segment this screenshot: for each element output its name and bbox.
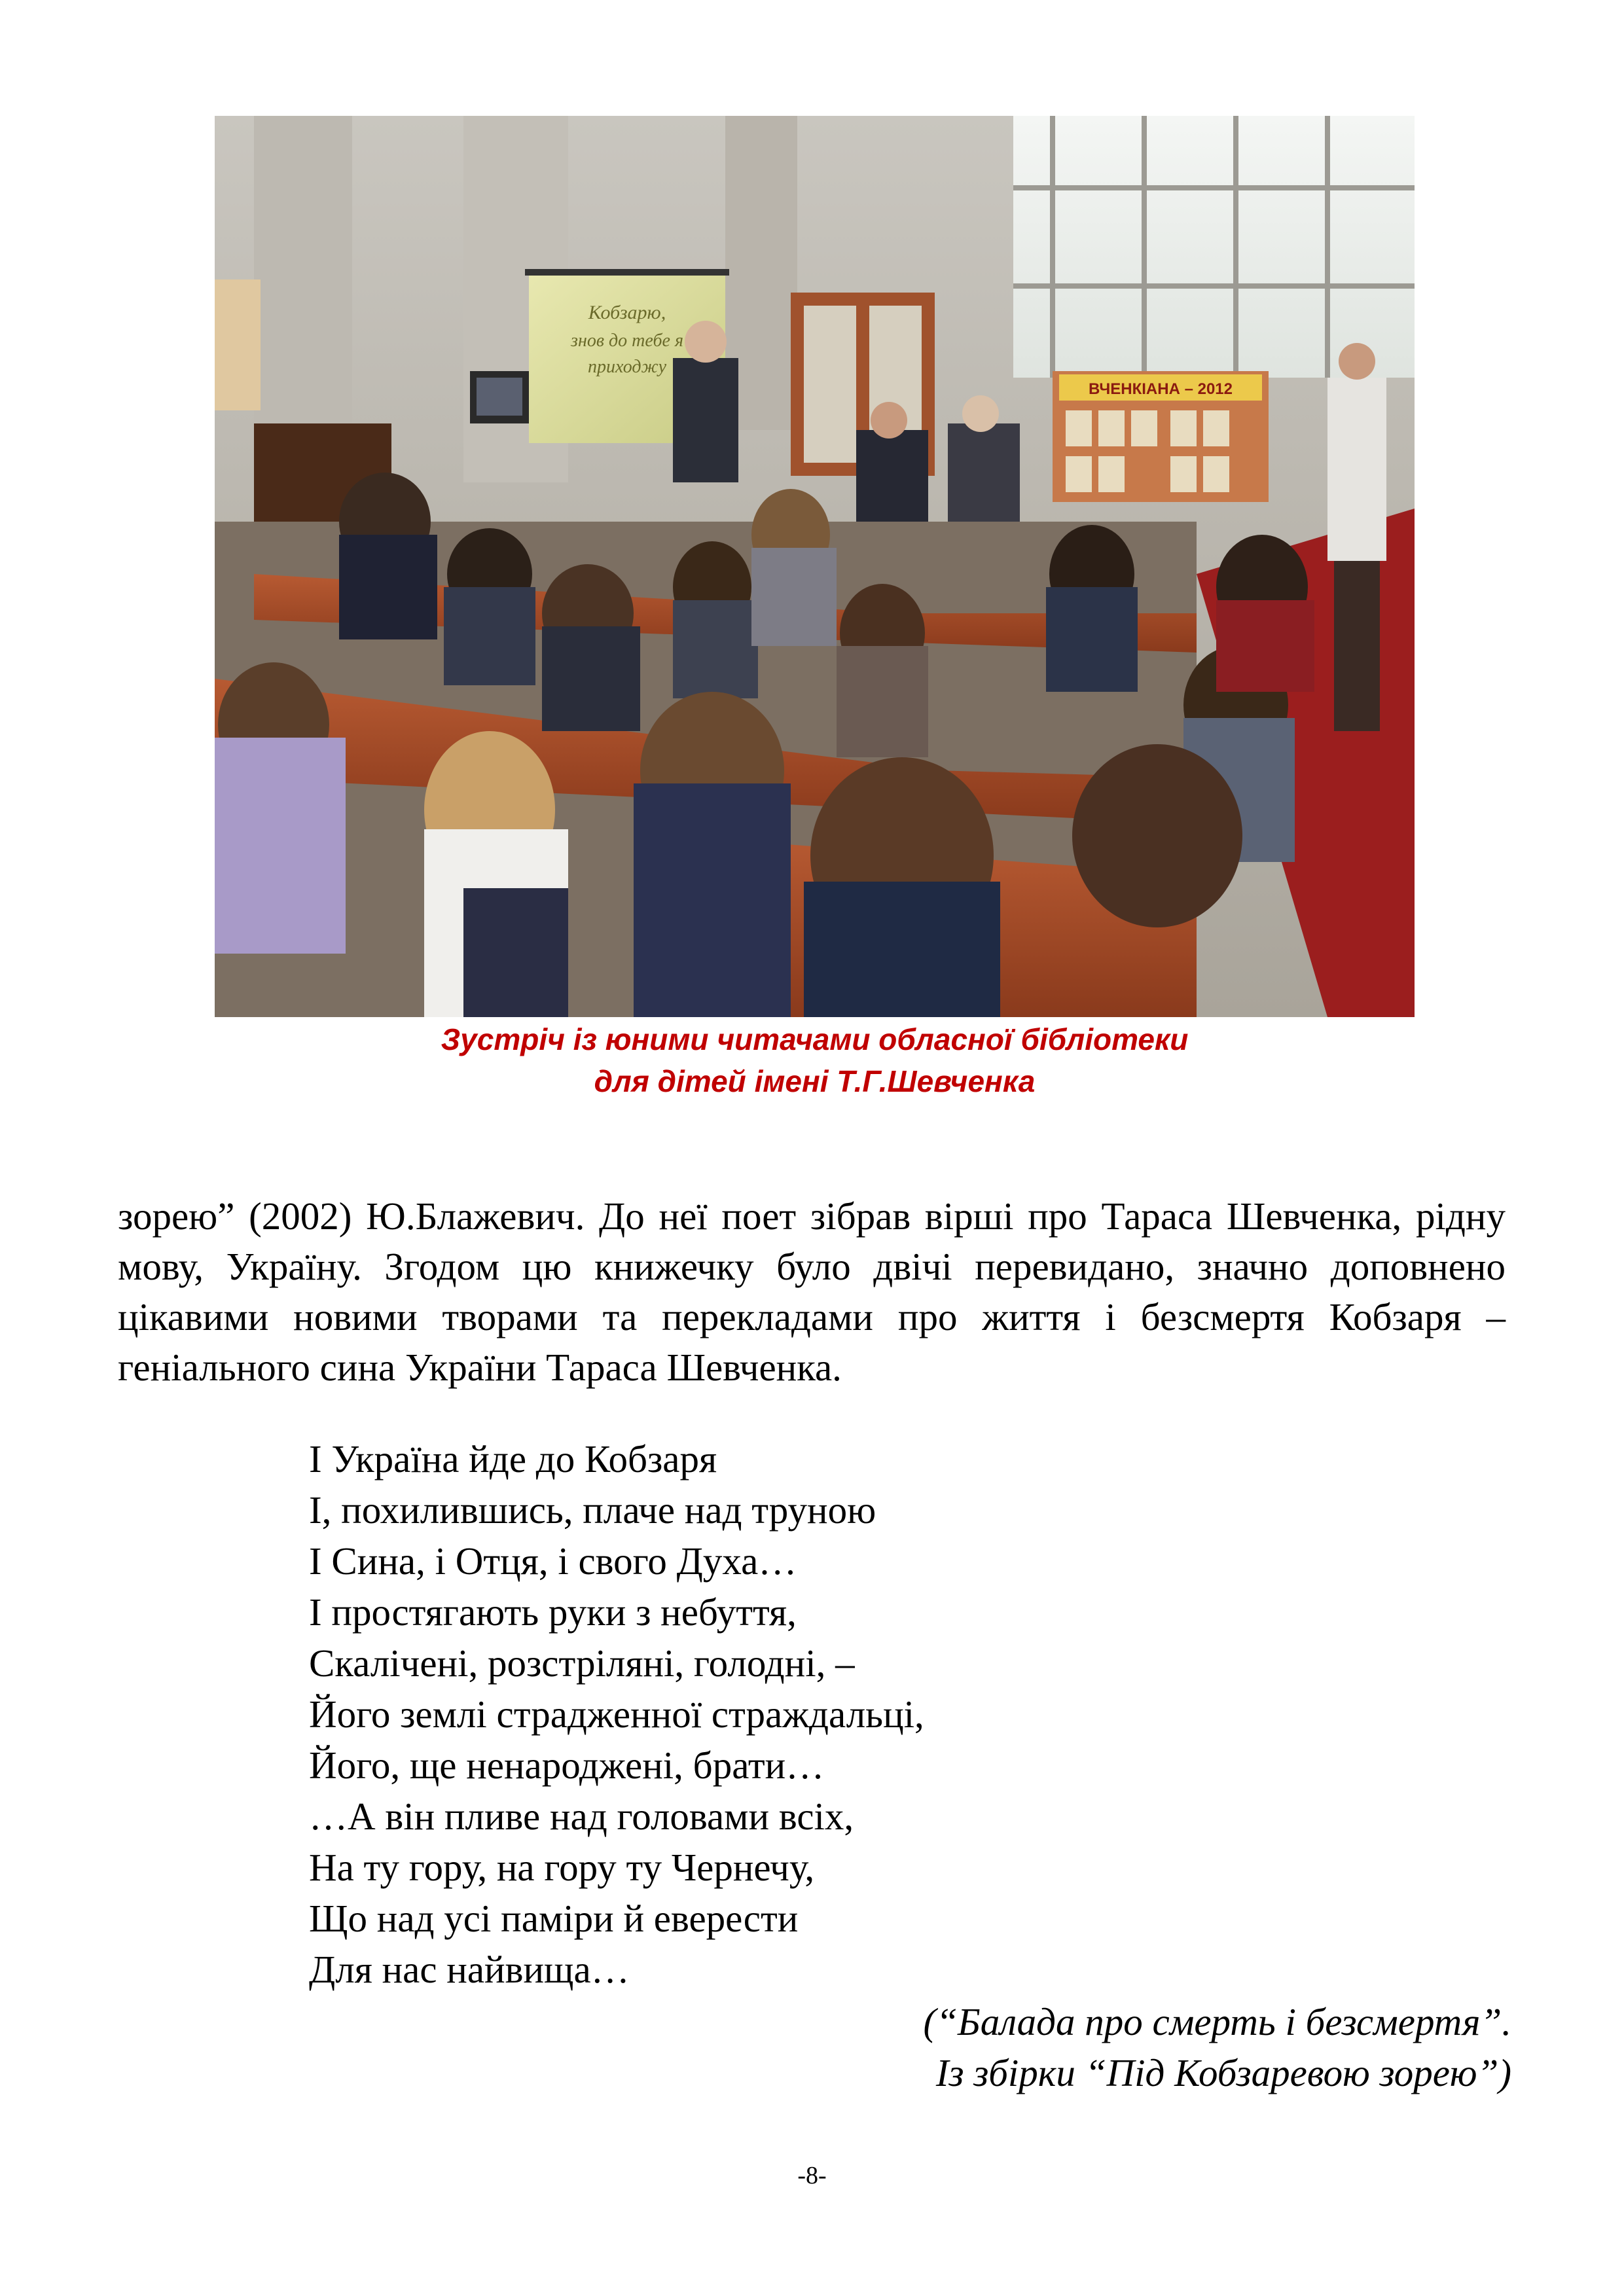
- body-paragraph: зорею” (2002) Ю.Блажевич. До неї поет зібрав вірші про Тараса Шевченка, рідну мову, Україну. Згодом цю книжечку було двічі перевидано, значно доповнено цікавими новими творами та перекладами про життя і безсмертя Кобзаря – геніального сина України Тараса Шевченка.: [118, 1194, 1506, 1389]
- poem-line: І, похилившись, плаче над труною: [309, 1488, 876, 1532]
- photo-caption-line2: для дітей імені Т.Г.Шевченка: [594, 1064, 1036, 1098]
- poem-line: На ту гору, на гору ту Чернечу,: [309, 1846, 815, 1889]
- poem-line: …А він пливе над головами всіх,: [309, 1795, 854, 1838]
- poem-line: Його, ще ненароджені, брати…: [309, 1744, 825, 1787]
- poem-line: І Сина, і Отця, і свого Духа…: [309, 1539, 797, 1583]
- poem-attribution-line1: (“Балада про смерть і безсмертя”.: [923, 2000, 1511, 2043]
- photo-illustration: [215, 116, 1415, 1017]
- poem-line: Що над усі паміри й еверести: [309, 1897, 799, 1940]
- page-number: -8-: [797, 2162, 827, 2189]
- photo-caption-line1: Зустріч із юними читачами обласної бібліотеки: [441, 1022, 1189, 1056]
- poem-line: І простягають руки з небуття,: [309, 1590, 797, 1634]
- poem-line: Його землі страдженної страждальці,: [309, 1693, 924, 1736]
- screen-text-line2: знов до тебе я: [571, 331, 683, 351]
- poem-attribution-line2: Із збірки “Під Кобзаревою зорею”): [935, 2051, 1511, 2094]
- poem-line: Скалічені, розстріляні, голодні, –: [309, 1641, 855, 1685]
- exhibition-banner-text: ВЧЕНКІАНА – 2012: [1088, 380, 1233, 398]
- poem-line: Для нас найвища…: [309, 1948, 630, 1991]
- poem: [309, 1433, 1422, 1995]
- screen-text-line1: Кобзарю,: [588, 302, 666, 323]
- poem-line: І Україна йде до Кобзаря: [309, 1437, 717, 1480]
- screen-text-line3: приходжу: [588, 357, 666, 377]
- library-meeting-photo: [215, 116, 1415, 1017]
